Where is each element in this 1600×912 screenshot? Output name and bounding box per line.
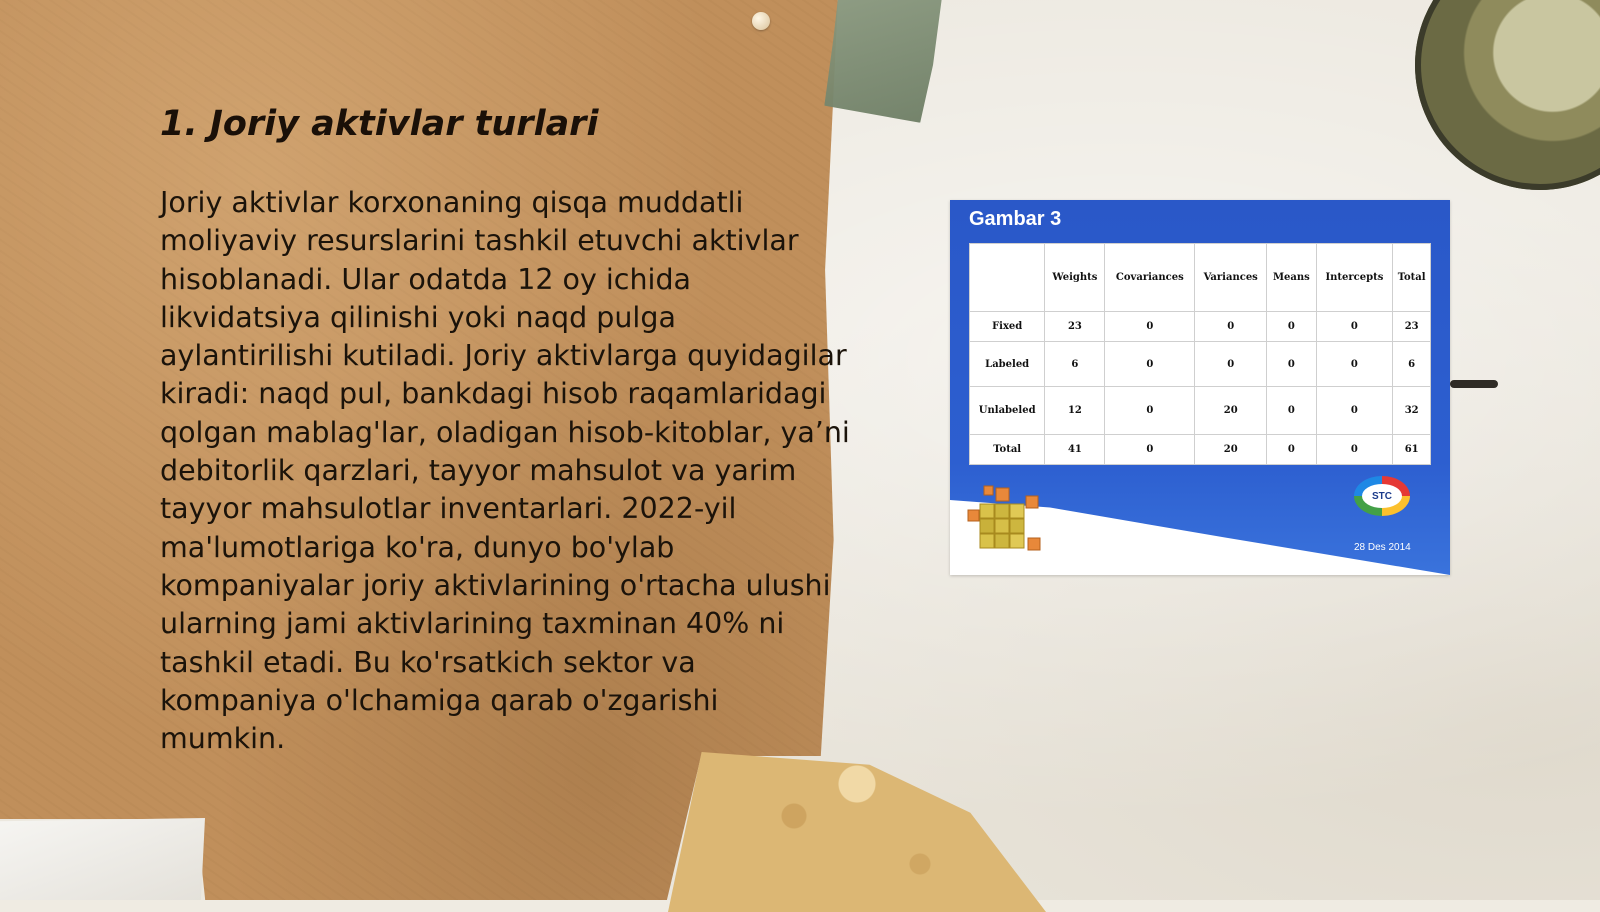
table-cell: Unlabeled [970, 387, 1045, 435]
table-header-cell: Variances [1195, 244, 1267, 312]
table-cell: Fixed [970, 312, 1045, 342]
table-cell: 0 [1316, 312, 1393, 342]
table-header-row [970, 244, 1431, 312]
cube-icon [966, 480, 1046, 560]
table-cell: 61 [1393, 435, 1431, 465]
table-cell: 6 [1045, 342, 1105, 387]
page-title: 1. Joriy aktivlar turlari [160, 104, 599, 144]
table-row [970, 435, 1431, 465]
table-cell: 0 [1105, 342, 1195, 387]
white-paper-scrap-bottom [0, 818, 205, 900]
table-cell: 23 [1393, 312, 1431, 342]
table-cell: Labeled [970, 342, 1045, 387]
table-header-cell: Total [1393, 244, 1431, 312]
ink-smudge [1450, 380, 1498, 388]
slide-data-table [969, 243, 1431, 465]
table-row [970, 387, 1431, 435]
table-header-cell: Intercepts [1316, 244, 1393, 312]
table-cell: 41 [1045, 435, 1105, 465]
stc-logo [1354, 476, 1410, 516]
table-cell: 0 [1316, 342, 1393, 387]
pin-icon [752, 12, 770, 30]
table-cell: 12 [1045, 387, 1105, 435]
table-row [970, 312, 1431, 342]
table-cell: 0 [1105, 435, 1195, 465]
table-header-cell: Means [1267, 244, 1316, 312]
table-cell: 0 [1316, 387, 1393, 435]
table-header-cell: Weights [1045, 244, 1105, 312]
body-paragraph: Joriy aktivlar korxonaning qisqa muddatli moliyaviy resurslarini tashkil etuvchi aktivlar hisoblanadi. Ular odatda 12 oy ichida likvidatsiya qilinishi yoki naqd pulga aylantirilishi kutiladi. Joriy aktivlarga quyidagilar kiradi: naqd pul, bankdagi hisob raqamlaridagi qolgan mablag'lar, oladigan hisob-kitoblar, ya’ni debitorlik qarzlari, tayyor mahsulot va yarim tayyor mahsulotlar inventarlari. 2022-yil ma'lumotlariga ko'ra, dunyo bo'ylab kompaniyalar joriy aktivlarining o'rtacha ulushi ularning jami aktivlarining taxminan 40% ni tashkil etadi. Bu ko'rsatkich sektor va kompaniya o'lchamiga qarab o'zgarishi mumkin. [160, 186, 850, 756]
table-header-cell: Covariances [1105, 244, 1195, 312]
table-cell: 0 [1267, 435, 1316, 465]
table-cell: 20 [1195, 435, 1267, 465]
table-cell: 0 [1195, 312, 1267, 342]
stc-logo-text: STC [1362, 484, 1402, 508]
table-cell: 0 [1267, 387, 1316, 435]
table-cell: 23 [1045, 312, 1105, 342]
embedded-slide-image [950, 200, 1450, 575]
table-cell: 0 [1105, 312, 1195, 342]
table-cell: 0 [1267, 312, 1316, 342]
slide-title: Gambar 3 [969, 208, 1062, 230]
table-cell: 20 [1195, 387, 1267, 435]
table-cell: 32 [1393, 387, 1431, 435]
table-cell: 0 [1316, 435, 1393, 465]
table-cell: Total [970, 435, 1045, 465]
table-cell: 6 [1393, 342, 1431, 387]
table-cell: 0 [1195, 342, 1267, 387]
table-row [970, 342, 1431, 387]
table-cell: 0 [1105, 387, 1195, 435]
table-cell: 0 [1267, 342, 1316, 387]
table-header-cell [970, 244, 1045, 312]
slide-date: 28 Des 2014 [1354, 542, 1411, 553]
